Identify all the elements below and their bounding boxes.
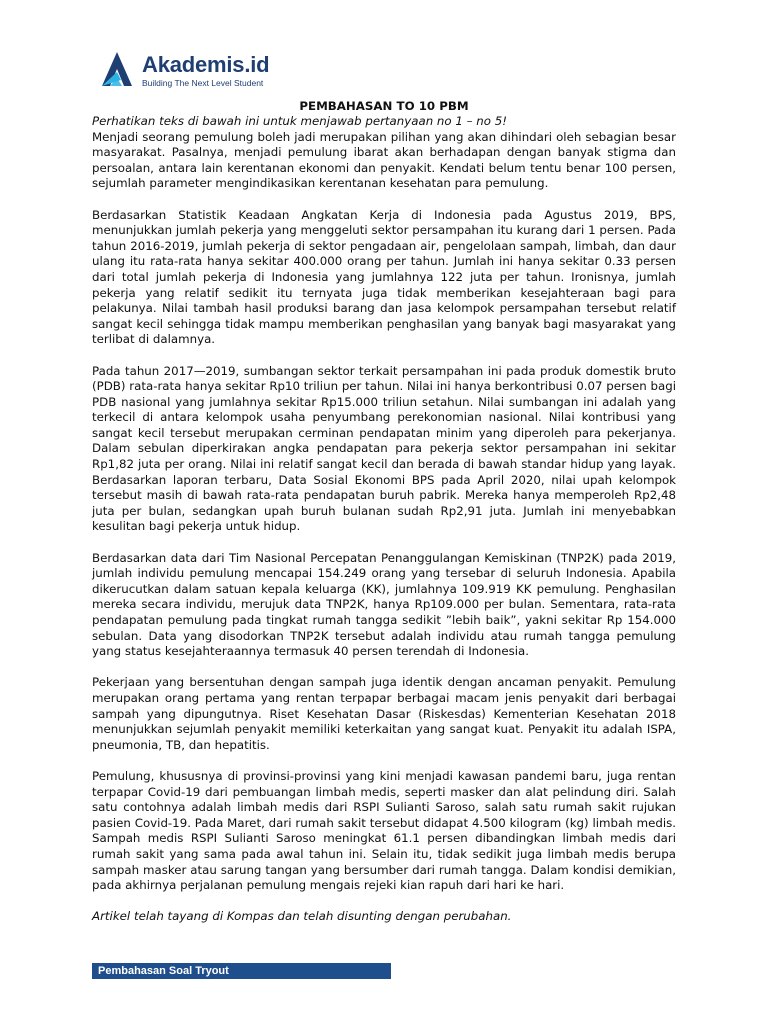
footer-bar xyxy=(92,963,391,979)
document-title: PEMBAHASAN TO 10 PBM xyxy=(299,99,469,113)
document-intro: Perhatikan teks di bawah ini untuk menjawab pertanyaan no 1 – no 5! xyxy=(92,114,507,128)
brand-text xyxy=(142,53,269,88)
paragraph: Pada tahun 2017—2019, sumbangan sektor terkait persampahan ini pada produk domestik bruto (PDB) rata-rata hanya sekitar Rp10 triliun per tahun. Nilai ini hanya berkontribusi 0.07 persen bagi PDB nasional yang jumlahnya sekitar Rp15.000 triliun setahun. Nilai sumbangan ini adalah yang terkecil di antara kelompok usaha penyumbang perekonomian nasional. Nilai kontribusi yang sangat kecil tersebut merupakan cerminan pendapatan minim yang diperoleh para pekerjanya. Dalam sebulan diperkirakan angka pendapatan para pekerja sektor persampahan ini sekitar Rp1,82 juta per orang. Nilai ini relatif sangat kecil dan berada di bawah standar hidup yang layak. Berdasarkan laporan terbaru, Data Sosial Ekonomi BPS pada April 2020, nilai upah kelompok tersebut masih di bawah rata-rata pendapatan buruh pabrik. Mereka hanya memperoleh Rp2,48 juta per bulan, sedangkan upah buruh bulanan sudah Rp2,91 juta. Jumlah ini menyebabkan kesulitan bagi pekerja untuk hidup. xyxy=(92,363,676,534)
paragraph: Pemulung, khususnya di provinsi-provinsi yang kini menjadi kawasan pandemi baru, juga rentan terpapar Covid-19 dari pembuangan limbah medis, seperti masker dan alat pelindung diri. Salah satu contohnya adalah limbah medis dari RSPI Sulianti Saroso, salah satu rumah sakit rujukan pasien Covid-19. Pada Maret, dari rumah sakit tersebut didapat 4.500 kilogram (kg) limbah medis. Sampah medis RSPI Sulianti Saroso meningkat 61.1 persen dibandingkan limbah medis dari rumah sakit yang sama pada awal tahun ini. Selain itu, tidak sedikit juga limbah medis berupa sampah masker atau sarung tangan yang bersumber dari rumah tangga. Dalam kondisi demikian, pada akhirnya perjalanan pemulung mengais rejeki kian rapuh dari hari ke hari. xyxy=(92,768,676,893)
brand-tagline: Building The Next Level Student xyxy=(142,77,264,88)
akademis-a-logo-icon xyxy=(98,50,136,90)
closing-note: Artikel telah tayang di Kompas dan telah disunting dengan perubahan. xyxy=(92,909,512,924)
brand-header xyxy=(98,50,269,90)
document-body xyxy=(92,99,676,925)
paragraph: Menjadi seorang pemulung boleh jadi merupakan pilihan yang akan dihindari oleh sebagian besar masyarakat. Pasalnya, menjadi pemulung ibarat akan berhadapan dengan banyak stigma dan persoalan, antara lain kerentanan ekonomi dan penyakit. Kendati belum tentu benar 100 persen, sejumlah parameter mengindikasikan kerentanan kesehatan para pemulung. xyxy=(92,129,676,191)
brand-name: Akademis.id xyxy=(142,51,270,77)
paragraph: Berdasarkan Statistik Keadaan Angkatan Kerja di Indonesia pada Agustus 2019, BPS, menunjukkan jumlah pekerja yang menggeluti sektor persampahan itu kurang dari 1 persen. Pada tahun 2016-2019, jumlah pekerja di sektor pengadaan air, pengelolaan sampah, limbah, dan daur ulang itu rata-rata hanya sekitar 400.000 orang per tahun. Jumlah ini hanya sekitar 0.33 persen dari total jumlah pekerja di Indonesia yang jumlahnya 122 juta per tahun. Ironisnya, jumlah pekerja yang relatif sedikit itu ternyata juga tidak memberikan kesejahteraan bagi para pelakunya. Nilai tambah hasil produksi barang dan jasa kelompok persampahan tersebut relatif sangat kecil sehingga tidak mampu memberikan penghasilan yang banyak bagi masyarakat yang terlibat di dalamnya. xyxy=(92,207,676,347)
paragraph: Berdasarkan data dari Tim Nasional Percepatan Penanggulangan Kemiskinan (TNP2K) pada 2019, jumlah individu pemulung mencapai 154.249 orang yang tersebar di seluruh Indonesia. Apabila dikerucutkan dalam satuan kepala keluarga (KK), jumlahnya 109.919 KK pemulung. Penghasilan mereka secara individu, merujuk data TNP2K, hanya Rp109.000 per bulan. Sementara, rata-rata pendapatan pemulung pada tingkat rumah tangga sedikit ”lebih baik”, yakni sekitar Rp 154.000 sebulan. Data yang disodorkan TNP2K tersebut adalah individu atau rumah tangga pemulung yang status kesejahteraannya termasuk 40 persen terendah di Indonesia. xyxy=(92,550,676,659)
footer-label: Pembahasan Soal Tryout xyxy=(98,965,229,977)
paragraph: Pekerjaan yang bersentuhan dengan sampah juga identik dengan ancaman penyakit. Pemulung merupakan orang pertama yang rentan terpapar berbagai macam jenis penyakit dari berbagai sampah yang dipungutnya. Riset Kesehatan Dasar (Riskesdas) Kementerian Kesehatan 2018 menunjukkan sejumlah penyakit memiliki keterkaitan yang sangat kuat. Penyakit itu adalah ISPA, pneumonia, TB, dan hepatitis. xyxy=(92,675,676,752)
